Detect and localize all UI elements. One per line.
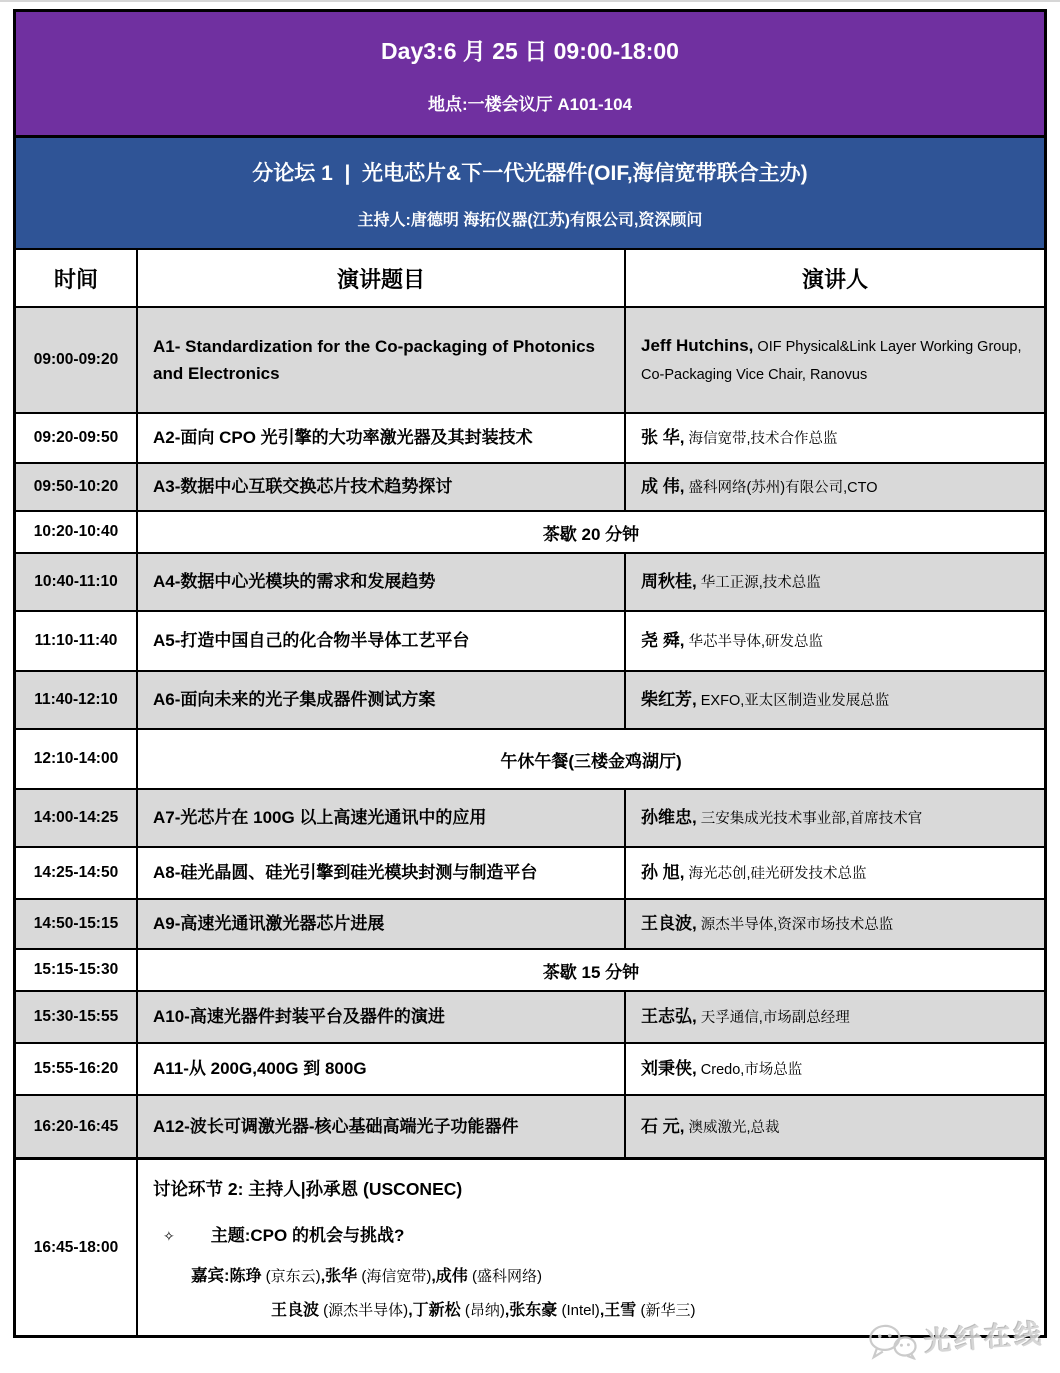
forum-host: 主持人:唐德明 海拓仪器(江苏)有限公司,资深顾问 <box>357 211 703 229</box>
discussion-topic-line <box>153 1221 1034 1246</box>
time-cell: 14:00-14:25 <box>16 790 138 846</box>
guest-separator: , <box>504 1302 510 1319</box>
time-cell: 16:45-18:00 <box>16 1160 138 1335</box>
speaker-cell <box>626 672 1044 728</box>
speaker-affiliation: 华芯半导体,研发总监 <box>684 634 824 650</box>
speaker-affiliation: 三安集成光技术事业部,首席技术官 <box>696 811 923 827</box>
guest-separator: , <box>408 1302 413 1319</box>
speaker-affiliation: 源杰半导体,资深市场技术总监 <box>696 917 894 933</box>
guests-list-1 <box>230 1268 542 1285</box>
speaker-affiliation: 盛科网络(苏州)有限公司,CTO <box>684 480 878 496</box>
forum-banner <box>16 138 1044 250</box>
guest-name: 丁新松 <box>412 1302 461 1319</box>
speaker-cell <box>626 992 1044 1042</box>
discussion-guests-line2 <box>153 1299 1034 1323</box>
talk-row <box>16 672 1044 730</box>
guest-org: (源杰半导体) <box>319 1302 409 1319</box>
time-cell: 11:40-12:10 <box>16 672 138 728</box>
talk-title-cell: A5-打造中国自己的化合物半导体工艺平台 <box>138 612 626 670</box>
guest-name: 王良波 <box>271 1302 320 1319</box>
speaker-cell <box>626 612 1044 670</box>
talk-title-cell: A7-光芯片在 100G 以上高速光通讯中的应用 <box>138 790 626 846</box>
time-cell: 15:15-15:30 <box>16 950 138 990</box>
time-cell: 10:40-11:10 <box>16 554 138 610</box>
talk-title-cell: A12-波长可调激光器-核心基础高端光子功能器件 <box>138 1096 626 1157</box>
break-label: 午休午餐(三楼金鸡湖厅) <box>500 751 682 771</box>
time-cell: 10:20-10:40 <box>16 512 138 552</box>
break-row <box>16 512 1044 554</box>
time-cell: 16:20-16:45 <box>16 1096 138 1157</box>
speaker-name: 成 伟, <box>641 477 685 496</box>
speaker-cell <box>626 308 1044 412</box>
talk-row <box>16 612 1044 672</box>
talk-title-cell: A11-从 200G,400G 到 800G <box>138 1044 626 1094</box>
discussion-row <box>16 1160 1044 1335</box>
talk-row <box>16 308 1044 414</box>
talk-row <box>16 1044 1044 1096</box>
talk-row <box>16 848 1044 900</box>
guests-label: 嘉宾: <box>191 1267 230 1285</box>
column-header-speaker: 演讲人 <box>801 266 868 292</box>
speaker-affiliation: OIF Physical&Link Layer Working Group, Co-Packaging Vice Chair, Ranovus <box>641 339 1022 383</box>
guest-separator: , <box>320 1268 326 1285</box>
speaker-cell <box>626 464 1044 510</box>
guest-name: 张东豪 <box>509 1302 558 1319</box>
guest-separator: , <box>599 1302 605 1319</box>
talk-title-cell: A8-硅光晶圆、硅光引擎到硅光模块封测与制造平台 <box>138 848 626 898</box>
watermark-label: 光纤在线 <box>923 1318 1046 1357</box>
table-body <box>16 308 1044 1160</box>
speaker-name: 张 华, <box>641 428 685 447</box>
column-header-time: 时间 <box>16 250 138 306</box>
break-row <box>16 730 1044 790</box>
page-top-divider <box>0 0 1060 2</box>
column-header-topic: 演讲题目 <box>138 250 626 306</box>
speaker-affiliation: 天孚通信,市场副总经理 <box>696 1010 850 1026</box>
speaker-cell <box>626 1096 1044 1157</box>
talk-title-cell: A1- Standardization for the Co-packaging of Photonics and Electronics <box>138 308 626 412</box>
speaker-name: 王良波, <box>641 914 697 933</box>
speaker-cell <box>626 414 1044 462</box>
discussion-topic: 主题:CPO 的机会与挑战? <box>210 1226 405 1245</box>
guest-name: 成伟 <box>435 1268 468 1285</box>
talk-title-cell: A10-高速光器件封装平台及器件的演进 <box>138 992 626 1042</box>
talk-title-cell: A4-数据中心光模块的需求和发展趋势 <box>138 554 626 610</box>
discussion-cell <box>138 1160 1044 1335</box>
day-title: Day3:6 月 25 日 09:00-18:00 <box>381 37 679 64</box>
talk-row <box>16 1096 1044 1160</box>
time-cell: 15:55-16:20 <box>16 1044 138 1094</box>
forum-title: 分论坛 1 | 光电芯片&下一代光器件(OIF,海信宽带联合主办) <box>252 161 808 185</box>
guest-separator: , <box>431 1268 436 1285</box>
time-cell: 14:25-14:50 <box>16 848 138 898</box>
speaker-name: 尧 舜, <box>641 631 685 650</box>
guest-org: (海信宽带) <box>357 1268 432 1285</box>
talk-row <box>16 790 1044 848</box>
break-row <box>16 950 1044 992</box>
speaker-affiliation: 华工正源,技术总监 <box>696 575 821 591</box>
speaker-name: Jeff Hutchins, <box>641 336 754 355</box>
discussion-guests-line1 <box>153 1264 1034 1289</box>
time-cell: 09:50-10:20 <box>16 464 138 510</box>
speaker-cell <box>626 554 1044 610</box>
time-cell: 09:20-09:50 <box>16 414 138 462</box>
speaker-name: 王志弘, <box>641 1007 697 1026</box>
speaker-name: 周秋桂, <box>641 572 697 591</box>
time-cell: 12:10-14:00 <box>16 730 138 788</box>
speaker-name: 柴红芳, <box>641 690 697 709</box>
talk-row <box>16 992 1044 1044</box>
speaker-name: 刘秉侠, <box>641 1059 697 1078</box>
guest-name: 王雪 <box>604 1302 637 1319</box>
time-cell: 14:50-15:15 <box>16 900 138 948</box>
day-banner <box>16 12 1044 138</box>
break-label: 茶歇 15 分钟 <box>542 962 640 982</box>
talk-title-cell: A2-面向 CPO 光引擎的大功率激光器及其封装技术 <box>138 414 626 462</box>
guest-org: (新华三) <box>636 1302 696 1319</box>
guest-org: (盛科网络) <box>467 1268 542 1285</box>
talk-row <box>16 900 1044 950</box>
speaker-cell <box>626 900 1044 948</box>
speaker-name: 石 元, <box>641 1116 685 1136</box>
talk-title-cell: A6-面向未来的光子集成器件测试方案 <box>138 672 626 728</box>
time-cell: 15:30-15:55 <box>16 992 138 1042</box>
break-label: 茶歇 20 分钟 <box>542 524 640 544</box>
speaker-affiliation: EXFO,亚太区制造业发展总监 <box>696 693 890 709</box>
day-location: 地点:一楼会议厅 A101-104 <box>427 94 633 114</box>
speaker-affiliation: Credo,市场总监 <box>696 1062 803 1078</box>
guest-name: 张华 <box>325 1268 358 1285</box>
time-cell: 09:00-09:20 <box>16 308 138 412</box>
speaker-cell <box>626 790 1044 846</box>
table-header-row <box>16 250 1044 308</box>
speaker-name: 孙维忠, <box>641 808 697 827</box>
talk-row <box>16 464 1044 512</box>
guest-org: (京东云) <box>261 1268 321 1285</box>
guest-org: (昂纳) <box>460 1302 505 1319</box>
discussion-heading: 讨论环节 2: 主持人|孙承恩 (USCONEC) <box>153 1179 463 1199</box>
speaker-affiliation: 海光芯创,硅光研发技术总监 <box>684 866 867 882</box>
guest-org: (Intel) <box>557 1302 600 1319</box>
speaker-affiliation: 澳威激光,总裁 <box>684 1119 780 1136</box>
diamond-bullet-icon: ✧ <box>163 1228 175 1244</box>
time-cell: 11:10-11:40 <box>16 612 138 670</box>
guest-name: 陈琤 <box>229 1268 262 1285</box>
speaker-cell <box>626 848 1044 898</box>
speaker-cell <box>626 1044 1044 1094</box>
schedule-frame <box>13 9 1047 1338</box>
talk-title-cell: A3-数据中心互联交换芯片技术趋势探讨 <box>138 464 626 510</box>
talk-row <box>16 554 1044 612</box>
speaker-name: 孙 旭, <box>641 863 685 882</box>
talk-row <box>16 414 1044 464</box>
speaker-affiliation: 海信宽带,技术合作总监 <box>684 431 838 447</box>
talk-title-cell: A9-高速光通讯激光器芯片进展 <box>138 900 626 948</box>
